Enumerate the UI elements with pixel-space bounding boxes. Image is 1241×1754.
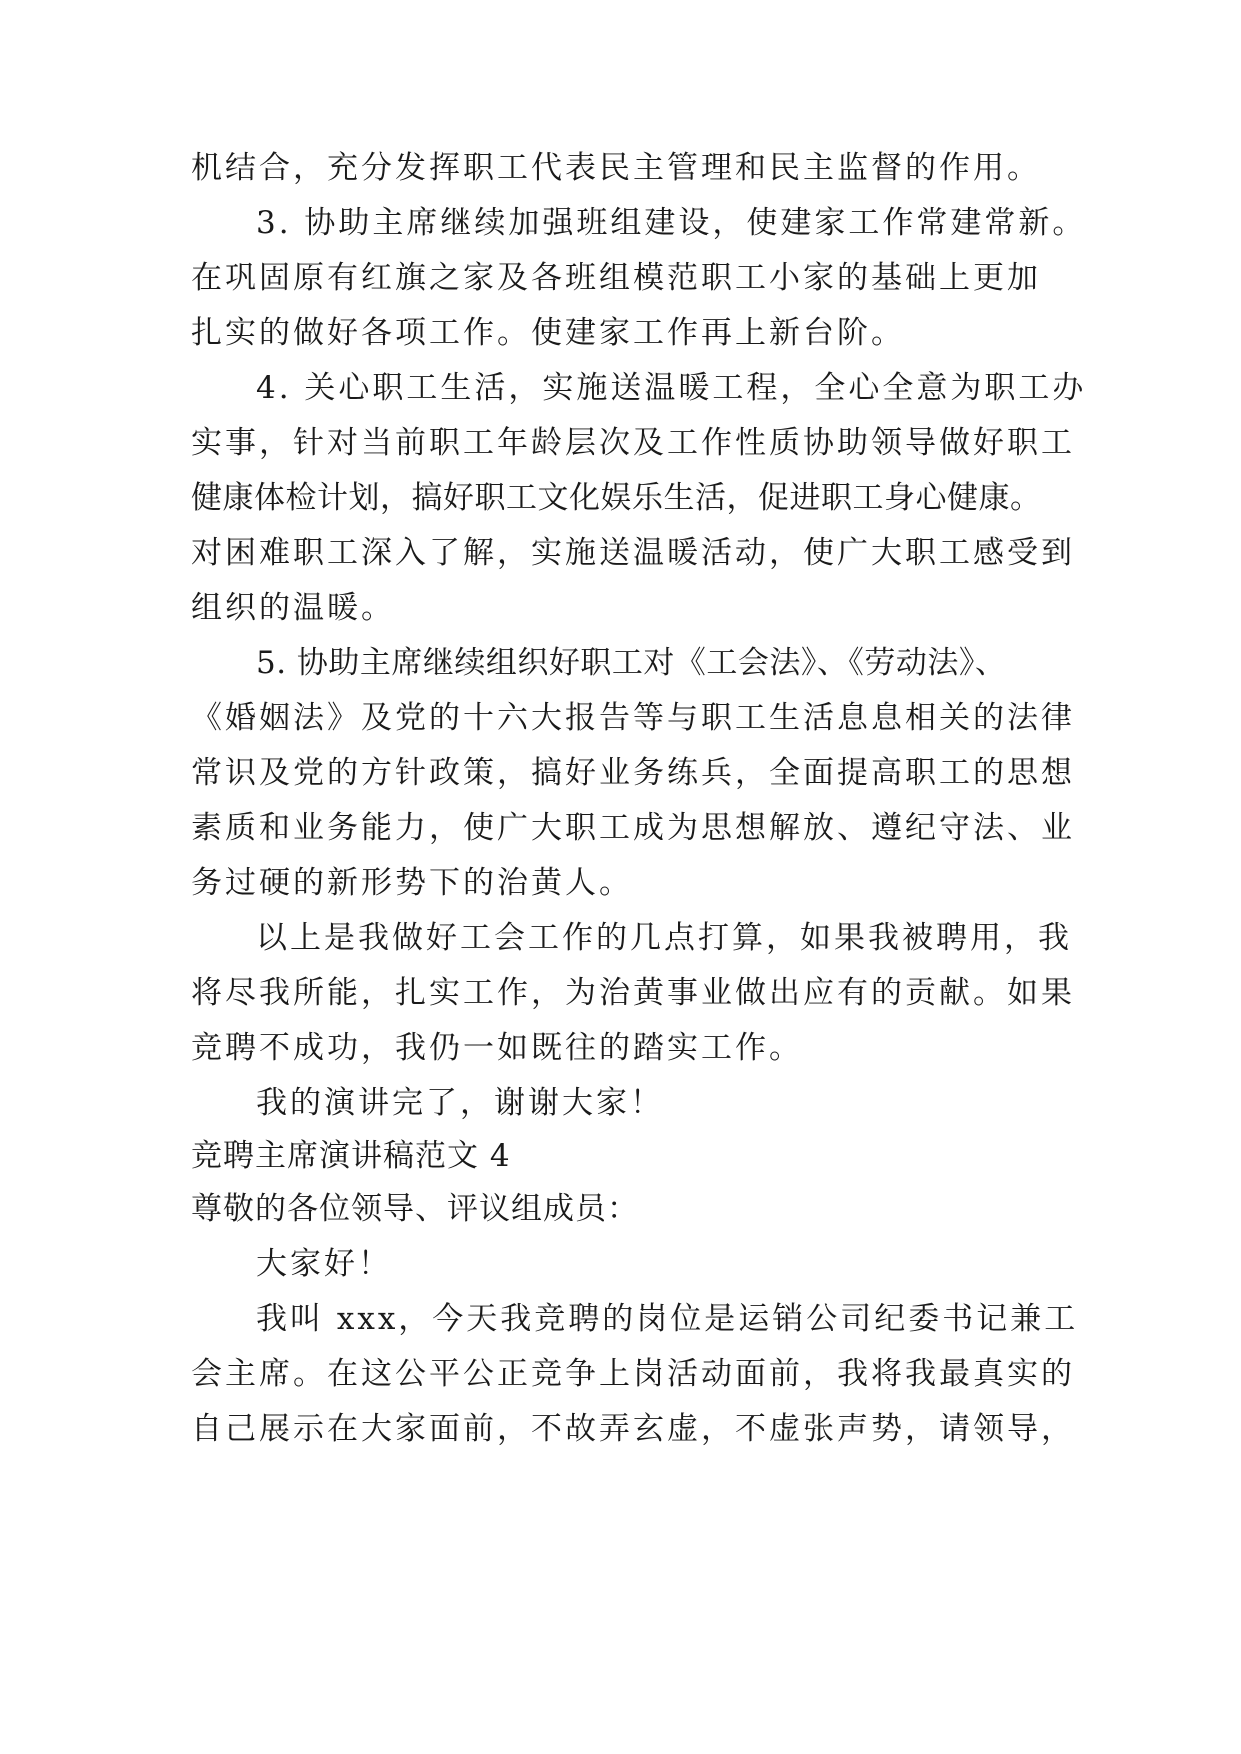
salutation: 尊敬的各位领导、评议组成员： (191, 1191, 639, 1227)
text-line: 《婚姻法》及党的十六大报告等与职工生活息息相关的法律 (191, 700, 1075, 736)
text-line: 5. 协助主席继续组织好职工对《工会法》、《劳动法》、 (256, 645, 1007, 681)
text-line: 实事，针对当前职工年龄层次及工作性质协助领导做好职工 (191, 425, 1075, 461)
text-line: 会主席。在这公平公正竞争上岗活动面前，我将我最真实的 (191, 1356, 1075, 1392)
text-line: 常识及党的方针政策，搞好业务练兵，全面提高职工的思想 (191, 755, 1075, 791)
text-line: 务过硬的新形势下的治黄人。 (191, 865, 633, 901)
text-line: 扎实的做好各项工作。使建家工作再上新台阶。 (191, 315, 905, 351)
text-line: 以上是我做好工会工作的几点打算，如果我被聘用，我 (256, 920, 1072, 956)
text-line: 竞聘不成功，我仍一如既往的踏实工作。 (191, 1030, 803, 1066)
text-line: 健康体检计划，搞好职工文化娱乐生活，促进职工身心健康。 (191, 480, 1042, 516)
text-line: 素质和业务能力，使广大职工成为思想解放、遵纪守法、业 (191, 810, 1075, 846)
text-line: 机结合，充分发挥职工代表民主管理和民主监督的作用。 (191, 150, 1041, 186)
text-line: 自己展示在大家面前，不故弄玄虚，不虚张声势，请领导， (191, 1411, 1075, 1447)
text-line: 将尽我所能，扎实工作，为治黄事业做出应有的贡献。如果 (191, 975, 1075, 1011)
greeting: 大家好！ (256, 1246, 392, 1282)
text-line: 对困难职工深入了解，实施送温暖活动，使广大职工感受到 (191, 535, 1075, 571)
text-line: 4. 关心职工生活，实施送温暖工程，全心全意为职工办 (256, 370, 1087, 406)
text-line: 我的演讲完了，谢谢大家！ (256, 1085, 664, 1121)
text-line: 3. 协助主席继续加强班组建设，使建家工作常建常新。 (256, 205, 1087, 241)
text-line: 在巩固原有红旗之家及各班组模范职工小家的基础上更加 (191, 260, 1041, 296)
text-line: 我叫 xxx，今天我竞聘的岗位是运销公司纪委书记兼工 (256, 1301, 1079, 1337)
section-heading: 竞聘主席演讲稿范文 4 (191, 1138, 511, 1174)
text-line: 组织的温暖。 (191, 590, 395, 626)
